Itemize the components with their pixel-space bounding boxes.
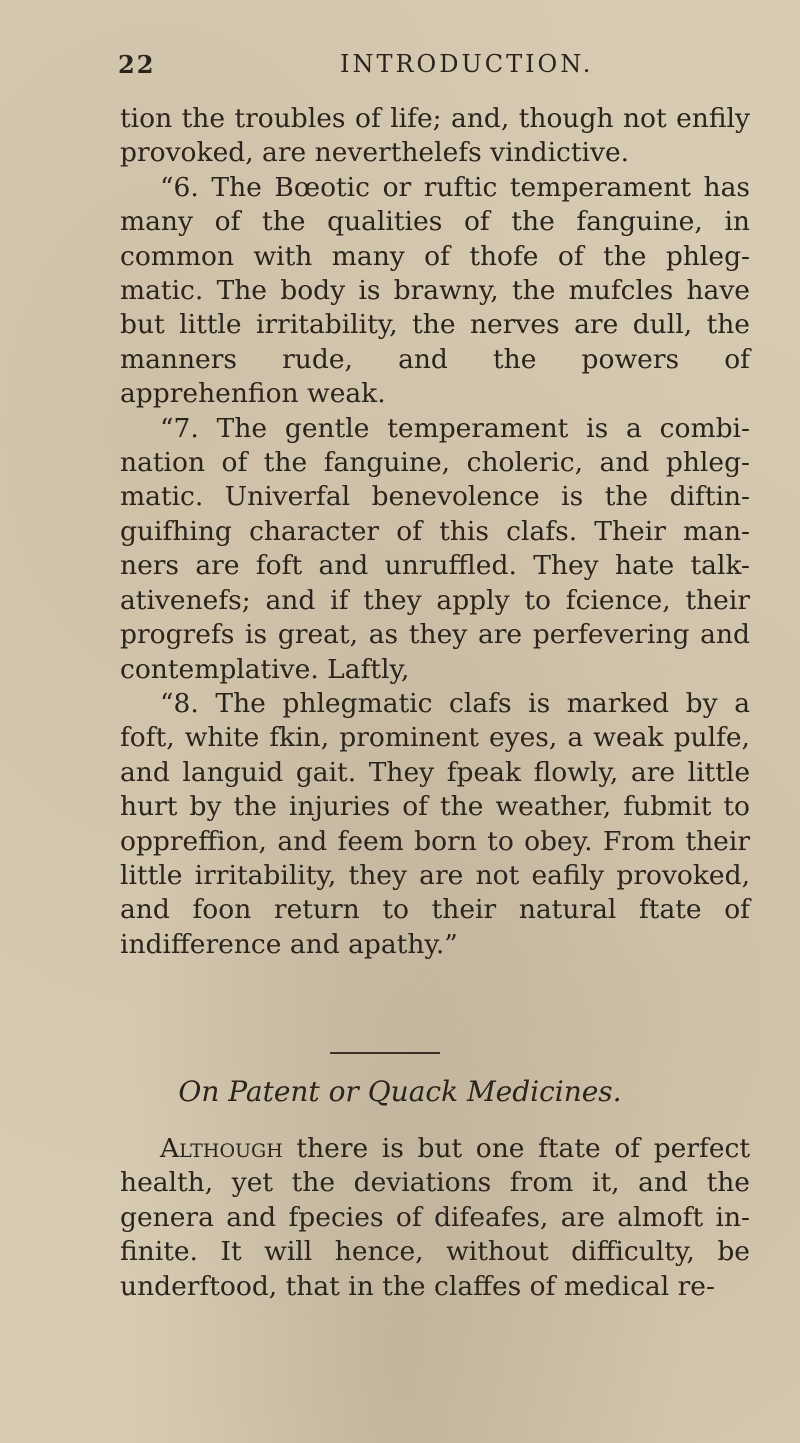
running-head	[118, 50, 740, 84]
paragraph-8: “8. The phlegmatic clafs is marked by a foft, white fkin, prominent eyes, a weak pulfe, and languid gait. They fpeak flowly, are little hurt by the injuries of the weather, fubmit to oppreffion, and feem born to obey. From their little irritability, they are not eafily provoked, and foon return to their natural ftate of indifference and apathy.”	[120, 687, 750, 960]
running-title: INTRODUCTION.	[340, 50, 594, 78]
page-number: 22	[118, 50, 156, 79]
section-heading: On Patent or Quack Medicines.	[178, 1075, 622, 1108]
paragraph-7: “7. The gentle temperament is a combi-nation of the fanguine, choleric, and phleg-matic. Univerfal benevolence is the diftin-guifhing character of this clafs. Their man-ners are foft and unruffled. They hate talk-ativenefs; and if they apply to fcience, their progrefs is great, as they are perfevering and contemplative. Laftly,	[120, 412, 750, 685]
section-text	[120, 1132, 750, 1304]
body-text	[120, 102, 750, 962]
section-lead-word: Although	[160, 1133, 283, 1164]
paragraph-6: “6. The Bœotic or ruftic temperament has many of the qualities of the fanguine, in common with many of thofe of the phleg-matic. The body is brawny, the mufcles have but little irritability, the nerves are dull, the manners rude, and the powers of apprehenfion weak.	[120, 171, 750, 410]
section-paragraph-text: there is but one ftate of perfect health, yet the deviations from it, and the genera and fpecies of difeafes, are almoft in-finite. It will hence, without difficulty, be underftood, that in the claffes of medical re-	[120, 1133, 750, 1302]
paragraph-continuation: tion the troubles of life; and, though not enfily provoked, are neverthelefs vindictive.	[120, 103, 750, 169]
section-paragraph	[120, 1132, 750, 1304]
section-divider	[330, 1052, 440, 1054]
